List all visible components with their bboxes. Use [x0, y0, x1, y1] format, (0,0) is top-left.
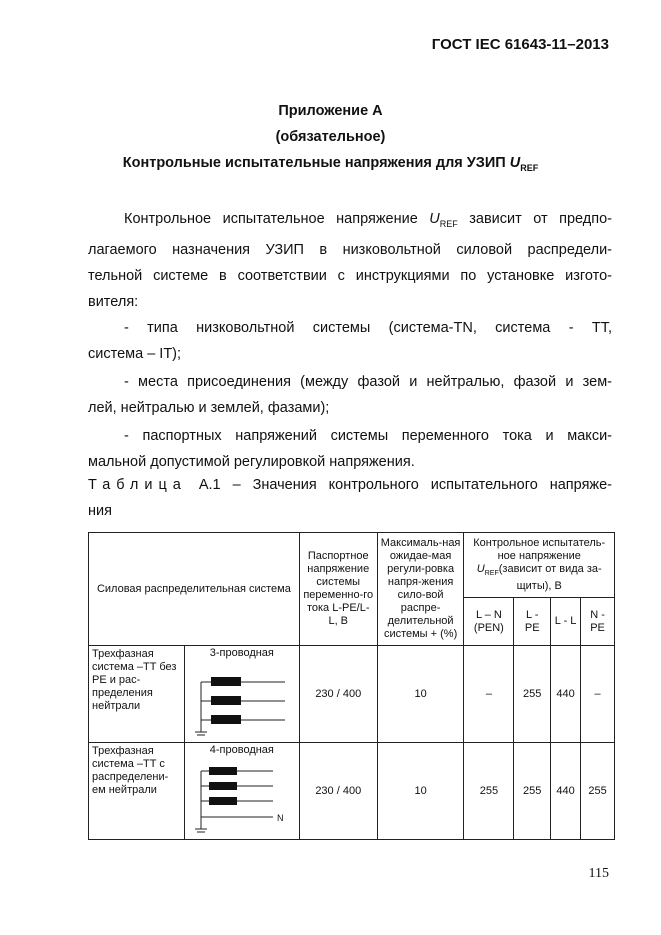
- bullet-3-line-1: - паспортных напряжений системы переменного тока и макси-: [124, 428, 612, 444]
- table-row: [89, 743, 615, 840]
- uref-symbol: U: [429, 211, 440, 227]
- uref-subscript: REF: [439, 218, 458, 229]
- table-caption-line-1: [88, 472, 612, 498]
- bullet-3-line-2: мальной допустимой регулировкой напряжения.: [88, 454, 415, 470]
- intro-line-1: [88, 206, 612, 237]
- document-header: ГОСТ IEC 61643-11–2013: [431, 36, 609, 53]
- header-npe: N - PE: [581, 598, 615, 646]
- bullet-1-line-1: - типа низковольтной системы (система-TN, система - TT,: [124, 320, 612, 336]
- appendix-heading-symbol: U: [509, 155, 521, 171]
- intro-line-3: тельной системе в соответствии с инструкциями по установке изгото-: [88, 267, 612, 284]
- row-2-regulation: 10: [377, 743, 464, 840]
- intro-line-4: вителя:: [88, 293, 139, 310]
- row-1-system: Трехфазная система –TT без PE и рас-пределения нейтрали: [89, 646, 185, 743]
- header-uref-symbol: U: [476, 562, 485, 575]
- bullet-2-line-1: - места присоединения (между фазой и нейтралью, фазой и зем-: [124, 374, 612, 390]
- row-1-regulation: 10: [377, 646, 464, 743]
- row-2-diagram: [184, 743, 299, 840]
- page-number: 115: [588, 866, 609, 881]
- bullet-3: [88, 423, 612, 475]
- appendix-heading: [0, 155, 661, 173]
- row-1-npe: –: [581, 646, 615, 743]
- row-1-rated: 230 / 400: [299, 646, 377, 743]
- row-1-lpe: 255: [514, 646, 551, 743]
- row-2-ln: 255: [464, 743, 514, 840]
- appendix-heading-subscript: REF: [520, 162, 539, 173]
- row-1-wiring-label: 3-проводная: [209, 647, 274, 659]
- neutral-label: N: [277, 813, 284, 823]
- header-uref-subscript: REF: [484, 570, 499, 578]
- row-2-lpe: 255: [514, 743, 551, 840]
- header-system: Силовая распределительная система: [89, 533, 300, 646]
- row-2-wiring-label: 4-проводная: [209, 744, 274, 756]
- bullet-2-line-2: лей, нейтралью и землей, фазами);: [88, 400, 330, 416]
- table-header-row: [89, 533, 615, 598]
- table-caption-line-2: ния: [88, 503, 112, 519]
- table-caption-number: А.1: [198, 477, 221, 493]
- table-row: [89, 646, 615, 743]
- intro-line-2: лагаемого назначения УЗИП в низковольтной силовой распредели-: [88, 241, 612, 258]
- table-caption: [88, 472, 612, 524]
- header-rated-voltage: Паспортное напряжение системы переменно-го тока L-PE/L-L, В: [299, 533, 377, 646]
- row-2-npe: 255: [581, 743, 615, 840]
- bullet-2: [88, 369, 612, 421]
- row-2-system: Трехфазная система –TT с распределени-ем нейтрали: [89, 743, 185, 840]
- header-max-regulation: Максималь-ная ожидае-мая регули-ровка напря-жения сило-вой распре-делительной системы + (%): [377, 533, 464, 646]
- table-caption-text: – Значения контрольного испытательного напряже-: [232, 477, 613, 493]
- row-1-ll: 440: [551, 646, 581, 743]
- header-ll: L - L: [551, 598, 581, 646]
- four-wire-diagram-icon: [185, 757, 298, 835]
- three-wire-diagram-icon: [185, 660, 298, 738]
- row-2-ll: 440: [551, 743, 581, 840]
- header-lpe: L - PE: [514, 598, 551, 646]
- header-reference-voltage-a: Контрольное испытатель-ное напряжение: [473, 536, 606, 562]
- header-ln: L – N (PEN): [464, 598, 514, 646]
- header-reference-voltage: [464, 533, 615, 598]
- reference-voltage-table: [88, 532, 615, 840]
- row-2-rated: 230 / 400: [299, 743, 377, 840]
- intro-text-b: зависит от предпо-: [469, 211, 613, 227]
- bullet-1-line-2: система – IT);: [88, 346, 182, 362]
- intro-text-a: Контрольное испытательное напряжение: [124, 211, 418, 227]
- appendix-status: (обязательное): [275, 129, 386, 145]
- table-caption-word: Таблица: [88, 477, 187, 493]
- bullet-1: [88, 315, 612, 367]
- row-1-ln: –: [464, 646, 514, 743]
- row-1-diagram: [184, 646, 299, 743]
- intro-paragraph: [88, 206, 612, 315]
- header-reference-voltage-b: (зависит от вида за-щиты), В: [498, 562, 602, 593]
- appendix-title: Приложение А: [278, 103, 383, 119]
- appendix-heading-text: Контрольные испытательные напряжения для УЗИП: [122, 155, 506, 171]
